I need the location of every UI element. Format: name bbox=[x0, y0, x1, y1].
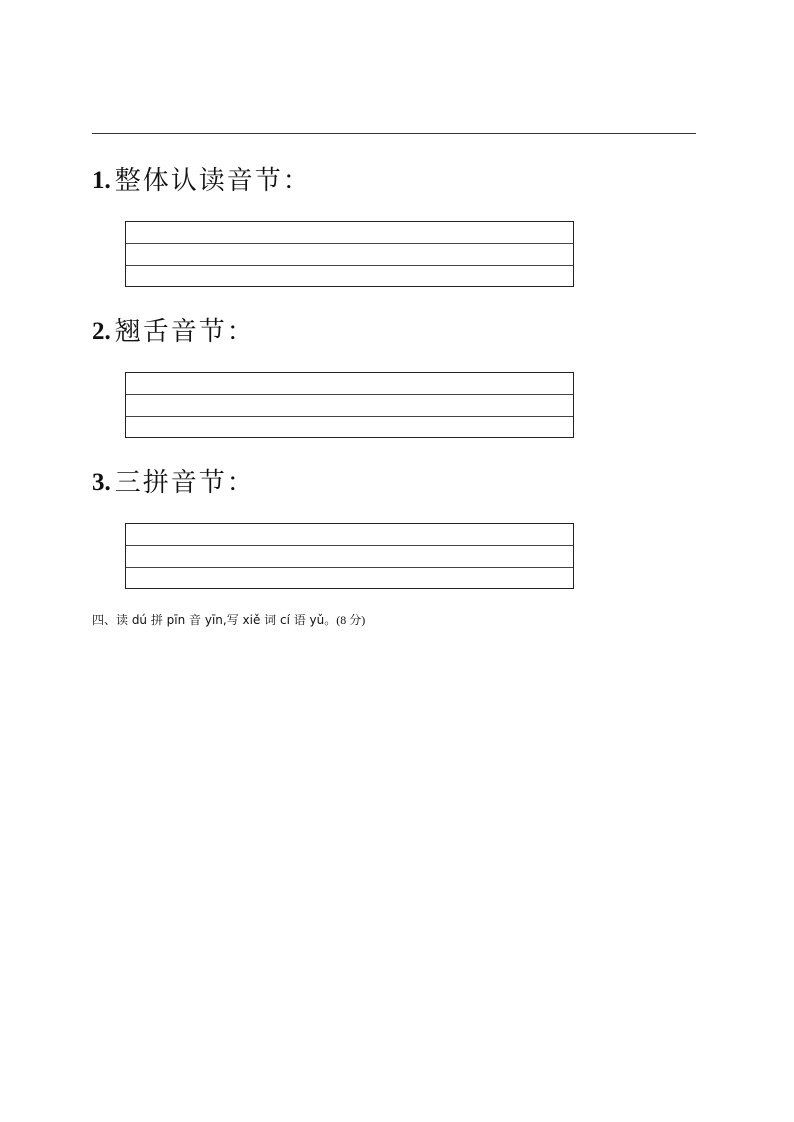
writing-lines-box[interactable] bbox=[125, 221, 574, 287]
writing-line[interactable] bbox=[126, 568, 573, 589]
section-heading bbox=[92, 311, 612, 353]
section-title: 翘舌音节： bbox=[114, 317, 255, 347]
writing-line[interactable] bbox=[126, 395, 573, 417]
question-score: (8 分) bbox=[336, 613, 366, 627]
section-heading bbox=[92, 160, 612, 202]
question-four bbox=[92, 611, 365, 629]
section-three-part-syllables bbox=[92, 462, 612, 504]
section-number: 1. bbox=[92, 167, 111, 194]
writing-line[interactable] bbox=[126, 373, 573, 395]
section-heading bbox=[92, 462, 612, 504]
writing-line[interactable] bbox=[126, 417, 573, 438]
section-title: 整体认读音节： bbox=[114, 166, 311, 196]
section-number: 2. bbox=[92, 318, 111, 345]
writing-line[interactable] bbox=[126, 524, 573, 546]
section-retroflex-syllables bbox=[92, 311, 612, 353]
writing-line[interactable] bbox=[126, 266, 573, 287]
writing-line[interactable] bbox=[126, 222, 573, 244]
question-text: 四、读 dú 拼 pīn 音 yīn,写 xiě 词 cí 语 yǔ。 bbox=[92, 613, 337, 627]
writing-lines-box[interactable] bbox=[125, 372, 574, 438]
section-whole-syllables bbox=[92, 160, 612, 202]
writing-line[interactable] bbox=[126, 244, 573, 266]
section-number: 3. bbox=[92, 469, 111, 496]
top-divider bbox=[92, 133, 696, 134]
writing-line[interactable] bbox=[126, 546, 573, 568]
writing-lines-box[interactable] bbox=[125, 523, 574, 589]
section-title: 三拼音节： bbox=[114, 468, 255, 498]
